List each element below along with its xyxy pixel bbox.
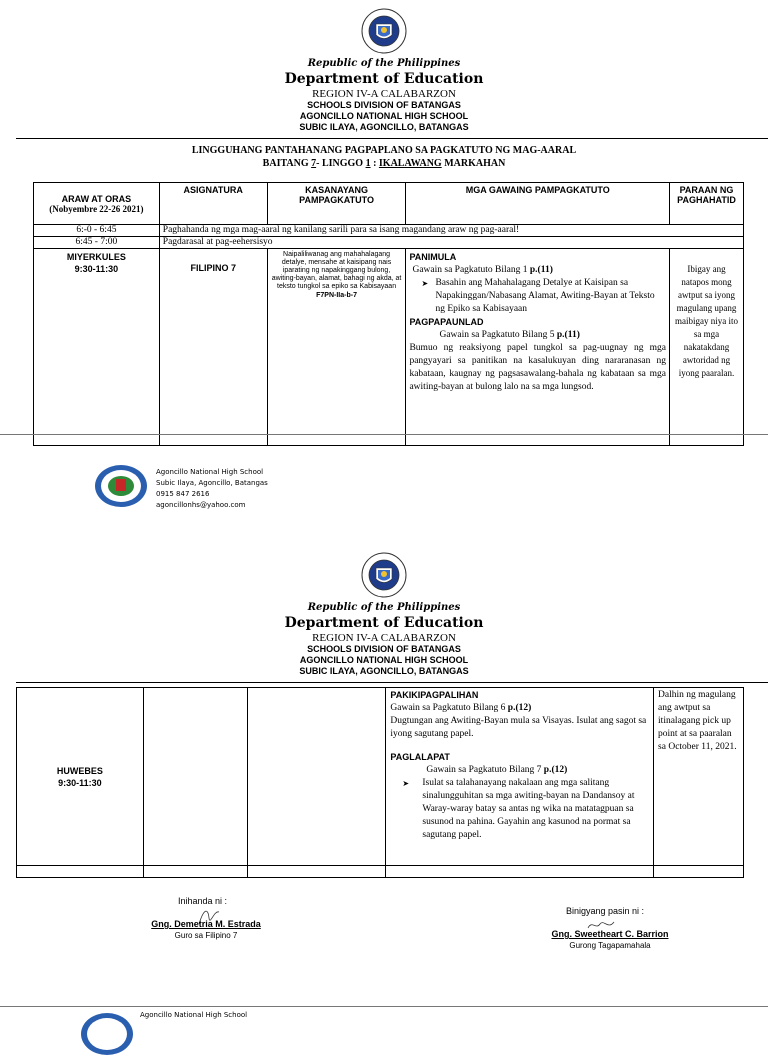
noted-name: Gng. Sweetheart C. Barrion bbox=[551, 929, 669, 939]
subject-cell: FILIPINO 7 bbox=[159, 249, 267, 446]
gawain-6: Gawain sa Pagkatuto Bilang 6 p.(12) bbox=[390, 703, 532, 713]
competency-code: F7PN-IIa-b-7 bbox=[316, 292, 357, 299]
empty-cell-1 bbox=[17, 866, 144, 878]
plan-table bbox=[33, 182, 744, 446]
school-line: AGONCILLO NATIONAL HIGH SCHOOL bbox=[299, 111, 469, 121]
empty-cell-2 bbox=[143, 866, 247, 878]
prepared-label: Inihanda ni : bbox=[178, 896, 228, 906]
bullet-7: ➤ Isulat sa talahanayang nakalaan ang mga salitang sinalungguhitan sa mga awiting-bayan na Dandansoy at Waray-waray batay sa antas ng wika na matatagpuan sa susunod na pahina. Gayahin ang kasunod na pormat sa sagutang papel. bbox=[390, 777, 649, 842]
department-name: Department of Education bbox=[284, 71, 484, 87]
delivery-cell-2: Dalhin ng magulang ang awtput sa itinalagang pick up point at sa paaralan sa October 11, 2021. bbox=[654, 688, 744, 866]
footer-address: Subic Ilaya, Agoncillo, Batangas bbox=[156, 479, 268, 487]
competency-cell-2 bbox=[247, 688, 386, 866]
row-time-1: 6:-0 - 6:45 bbox=[34, 225, 160, 237]
deped-seal-icon bbox=[361, 8, 407, 54]
region-line: REGION IV-A CALABARZON bbox=[312, 88, 456, 100]
header-rule-2 bbox=[16, 682, 768, 683]
header-activities: MGA GAWAING PAMPAGKATUTO bbox=[406, 183, 670, 225]
footer-rule-2 bbox=[0, 1006, 768, 1007]
footer-school-name-2: Agoncillo National High School bbox=[140, 1011, 248, 1019]
gawain-5: Gawain sa Pagkatuto Bilang 5 p.(11) bbox=[439, 330, 580, 340]
gawain-1: Gawain sa Pagkatuto Bilang 1 p.(11) bbox=[412, 265, 553, 275]
school-logo-icon bbox=[94, 464, 148, 508]
competency-cell bbox=[267, 249, 406, 446]
subject-cell-2 bbox=[143, 688, 247, 866]
paglalapat-heading: PAGLALAPAT bbox=[390, 752, 450, 762]
bullet-1: ➤ Basahin ang Mahahalagang Detalye at Kaisipan sa Napakinggan/Nabasang Alamat, Awiting-Bayan at Teksto ng Epiko sa Kabisayaan bbox=[409, 277, 666, 316]
day-cell-wednesday: MIYERKULES 9:30-11:30 bbox=[34, 249, 160, 446]
competency-text: Naipaliliwanag ang mahahalagang detalye, mensahe at kaisipang nais iparating ng napakinggang bulong, awiting-bayan, alamat, bahagi ng akda, at teksto tungkol sa epiko sa Kabisayaan bbox=[271, 251, 402, 290]
prepared-name: Gng. Demetria M. Estrada bbox=[151, 919, 261, 929]
empty-cell-5 bbox=[654, 866, 744, 878]
header-subject: ASIGNATURA bbox=[159, 183, 267, 225]
school-logo-icon-2 bbox=[80, 1012, 134, 1056]
row-time-2: 6:45 - 7:00 bbox=[34, 237, 160, 249]
empty-cell-3 bbox=[247, 866, 386, 878]
header-rule bbox=[16, 138, 768, 139]
plan-title: LINGGUHANG PANTAHANANG PAGPAPLANO SA PAGKATUTO NG MAG-AARAL bbox=[191, 145, 577, 156]
row-text-1: Paghahanda ng mga mag-aaral ng kanilang sarili para sa isang magandang araw ng pag-aaral! bbox=[159, 225, 743, 237]
republic-line-2: Republic of the Philippines bbox=[307, 602, 461, 613]
footer-school-name: Agoncillo National High School bbox=[156, 468, 264, 476]
footer-contact bbox=[156, 467, 268, 511]
panimula-heading: PANIMULA bbox=[409, 252, 457, 262]
header-delivery: PARAAN NG PAGHAHATID bbox=[670, 183, 744, 225]
delivery-cell: Ibigay ang natapos mong awtput sa iyong magulang upang maibigay niya ito sa mga nakatakdang awtoridad ng iyong paaralan. bbox=[670, 249, 744, 446]
noted-label: Binigyang pasin ni : bbox=[565, 906, 645, 916]
gawain-7: Gawain sa Pagkatuto Bilang 7 p.(12) bbox=[426, 765, 568, 775]
division-line: SCHOOLS DIVISION OF BATANGAS bbox=[307, 100, 461, 110]
gawain-6-text: Dugtungan ang Awiting-Bayan mula sa Visayas. Isulat ang sagot sa iyong sagutang papel. bbox=[390, 716, 647, 739]
address-line: SUBIC ILAYA, AGONCILLO, BATANGAS bbox=[299, 122, 469, 132]
prepared-title: Guro sa Filipino 7 bbox=[174, 931, 238, 940]
school-line-2: AGONCILLO NATIONAL HIGH SCHOOL bbox=[299, 655, 469, 665]
republic-line: Republic of the Philippines bbox=[307, 58, 461, 69]
header-competency: KASANAYANG PAMPAGKATUTO bbox=[267, 183, 406, 225]
gawain-5-text: Bumuo ng reaksiyong papel tungkol sa pag-uugnay ng mga pangyayari sa panitikan na kasalukuyan ding nararanasan ng kabataan, kaugnay ng pagsasawalang-bahala ng kabataan sa mga awiting-bayan at bulong lalo na sa mga lungsod. bbox=[409, 343, 666, 392]
region-line-2: REGION IV-A CALABARZON bbox=[312, 632, 456, 644]
footer-email: agoncillonhs@yahoo.com bbox=[156, 501, 246, 509]
address-line-2: SUBIC ILAYA, AGONCILLO, BATANGAS bbox=[299, 666, 469, 676]
row-text-2: Pagdarasal at pag-eehersisyo bbox=[159, 237, 743, 249]
empty-cell-4 bbox=[386, 866, 654, 878]
activities-cell-2 bbox=[386, 688, 654, 866]
department-name-2: Department of Education bbox=[284, 615, 484, 631]
deped-seal-icon-2 bbox=[361, 552, 407, 598]
day-cell-thursday: HUWEBES 9:30-11:30 bbox=[17, 688, 144, 866]
header-day: ARAW AT ORAS (Nobyembre 22-26 2021) bbox=[34, 183, 160, 225]
pagpapaunlad-heading: PAGPAPAUNLAD bbox=[409, 317, 484, 327]
activities-cell bbox=[406, 249, 670, 446]
pakiki-heading: PAKIKIPAGPALIHAN bbox=[390, 690, 479, 700]
division-line-2: SCHOOLS DIVISION OF BATANGAS bbox=[307, 644, 461, 654]
plan-subtitle: BAITANG 7- LINGGO 1 : IKALAWANG MARKAHAN bbox=[262, 158, 506, 169]
noted-title: Gurong Tagapamahala bbox=[569, 941, 651, 950]
plan-table-2 bbox=[16, 687, 744, 878]
footer-rule bbox=[0, 434, 768, 435]
footer-phone: 0915 847 2616 bbox=[156, 490, 210, 498]
